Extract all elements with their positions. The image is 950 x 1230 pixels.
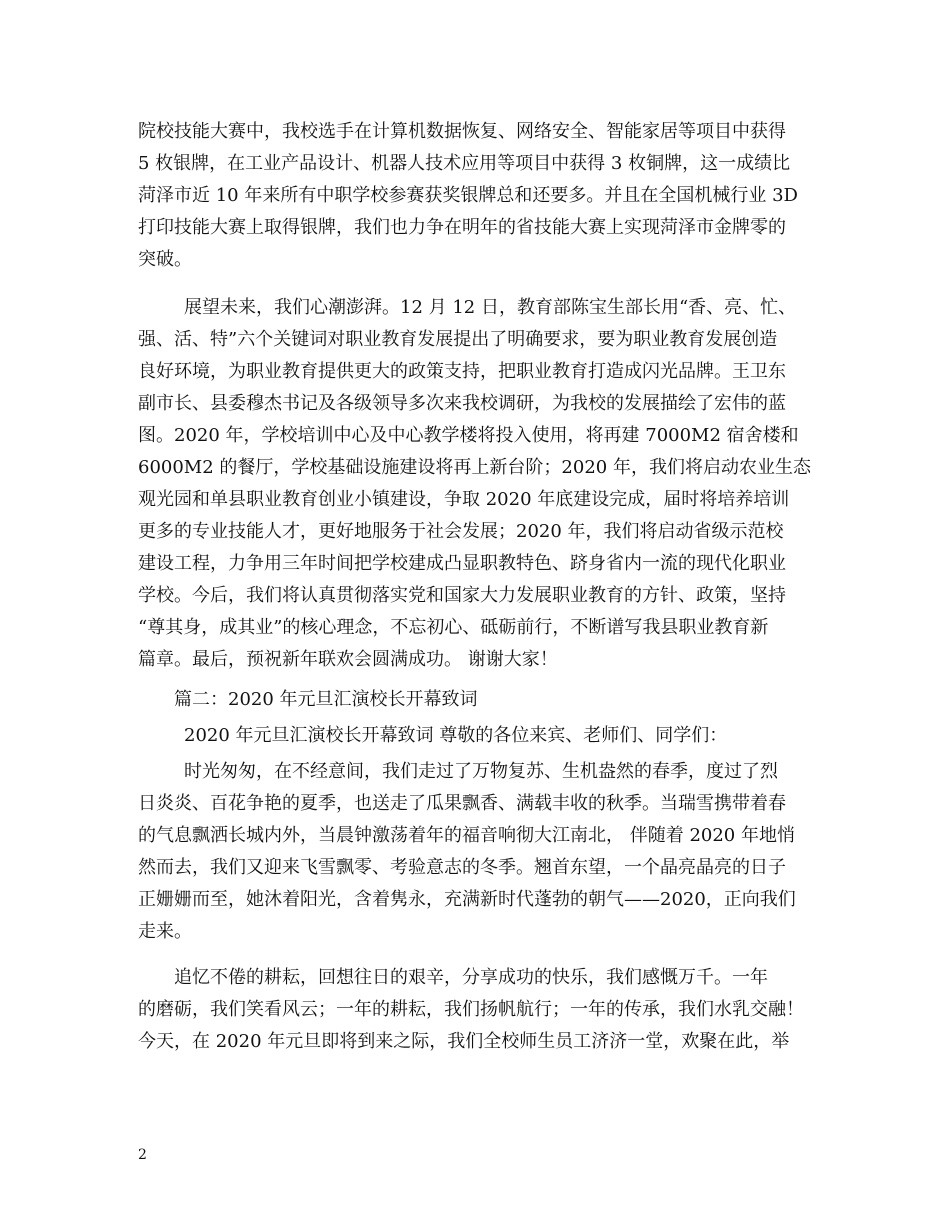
text-line: 强、活、特”六个关键词对职业教育发展提出了明确要求，要为职业教育发展创造 [138,329,778,350]
paragraph-start-line: 时光匆匆，在不经意间，我们走过了万物复苏、生机盎然的春季，度过了烈 [184,761,778,782]
text-line: 菏泽市近 10 年来所有中职学校参赛获奖银牌总和还要多。并且在全国机械行业 3D [138,185,798,206]
text-line: 的气息飘洒长城内外，当晨钟激荡着年的福音响彻大江南北， 伴随着 2020 年地悄 [138,825,795,846]
paragraph-start-line: 追忆不倦的耕耘，回想往日的艰辛，分享成功的快乐，我们感慨万千。一年 [174,967,768,988]
paragraph-start-line: 展望未来，我们心潮澎湃。12 月 12 日，教育部陈宝生部长用“香、亮、忙、 [184,297,797,318]
text-line: 更多的专业技能人才，更好地服务于社会发展；2020 年，我们将启动省级示范校 [138,521,784,542]
page-number: 2 [138,1147,147,1163]
text-line: 的磨砺，我们笑看风云；一年的耕耘，我们扬帆航行；一年的传承，我们水乳交融！ [138,999,804,1020]
text-line: 日炎炎、百花争艳的夏季，也送走了瓜果飘香、满载丰收的秋季。当瑞雪携带着春 [138,793,786,814]
text-line: 副市长、县委穆杰书记及各级领导多次来我校调研，为我校的发展描绘了宏伟的蓝 [138,393,786,414]
text-line: 观光园和单县职业教育创业小镇建设，争取 2020 年底建设完成，届时将培养培训 [138,489,790,510]
text-line: 然而去，我们又迎来飞雪飘零、考验意志的冬季。翘首东望，一个晶亮晶亮的日子 [138,857,786,878]
text-line: 打印技能大赛上取得银牌，我们也力争在明年的省技能大赛上实现菏泽市金牌零的 [138,217,786,238]
text-line: 突破。 [138,249,192,270]
text-line: 建设工程，力争用三年时间把学校建成凸显职教特色、跻身省内一流的现代化职业 [138,553,786,574]
text-line: 图。2020 年，学校培训中心及中心教学楼将投入使用，将再建 7000M2 宿舍楼和 [138,425,799,446]
text-line: 篇章。最后，预祝新年联欢会圆满成功。 谢谢大家！ [138,649,558,670]
section-heading: 篇二：2020 年元旦汇演校长开幕致词 [174,689,478,710]
text-line: “尊其身，成其业”的核心理念，不忘初心、砥砺前行，不断谱写我县职业教育新 [138,617,769,638]
text-line: 走来。 [138,921,192,942]
text-line: 今天，在 2020 年元旦即将到来之际，我们全校师生员工济济一堂，欢聚在此，举 [138,1031,790,1052]
text-line: 良好环境，为职业教育提供更大的政策支持，把职业教育打造成闪光品牌。王卫东 [138,361,786,382]
text-line: 6000M2 的餐厅，学校基础设施建设将再上新台阶；2020 年，我们将启动农业生态 [138,457,811,478]
text-line: 院校技能大赛中，我校选手在计算机数据恢复、网络安全、智能家居等项目中获得 [138,121,786,142]
text-line: 5 枚银牌，在工业产品设计、机器人技术应用等项目中获得 3 枚铜牌，这一成绩比 [138,153,791,174]
speech-title-line: 2020 年元旦汇演校长开幕致词 尊敬的各位来宾、老师们、同学们： [184,725,728,746]
text-line: 学校。今后，我们将认真贯彻落实党和国家大力发展职业教育的方针、政策，坚持 [138,585,786,606]
text-line: 正姗姗而至，她沐着阳光，含着隽永，充满新时代蓬勃的朝气——2020，正向我们 [138,889,796,910]
